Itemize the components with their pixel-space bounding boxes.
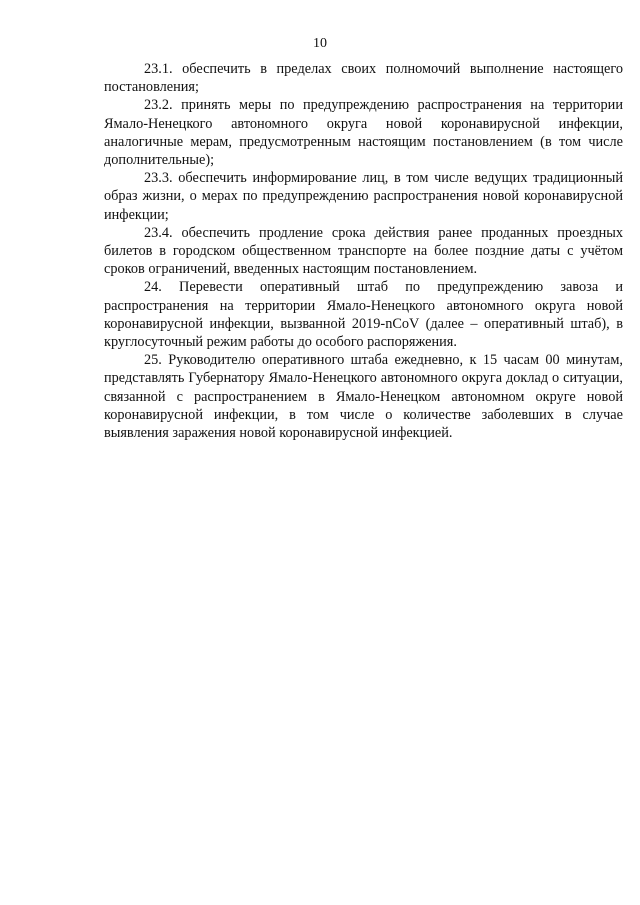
document-body <box>104 60 623 442</box>
paragraph-23-2: 23.2. принять меры по предупреждению распространения на территории Ямало-Ненецкого автономного округа новой коронавирусной инфекции, аналогичные мерам, предусмотренным настоящим постановлением (в том числе дополнительные); <box>104 97 623 169</box>
paragraph-25: 25. Руководителю оперативного штаба ежедневно, к 15 часам 00 минутам, представлять Губернатору Ямало-Ненецкого автономного округа доклад о ситуации, связанной с распространением в Ямало-Ненецком автономном округе новой коронавирусной инфекции, в том числе о количестве заболевших в случае выявления заражения новой коронавирусной инфекцией. <box>104 352 623 442</box>
page-number: 10 <box>313 36 327 51</box>
paragraph-23-4: 23.4. обеспечить продление срока действия ранее проданных проездных билетов в городском общественном транспорте на более поздние даты с учётом сроков ограничений, введенных настоящим постановлением. <box>104 224 623 278</box>
paragraph-23-1: 23.1. обеспечить в пределах своих полномочий выполнение настоящего постановления; <box>104 61 623 96</box>
paragraph-23-3: 23.3. обеспечить информирование лиц, в том числе ведущих традиционный образ жизни, о мерах по предупреждению распространения новой коронавирусной инфекции; <box>104 170 623 223</box>
paragraph-24: 24. Перевести оперативный штаб по предупреждению завоза и распространения на территории Ямало-Ненецкого автономного округа новой коронавирусной инфекции, вызванной 2019-nCoV (далее – оперативный штаб), в круглосуточный режим работы до особого распоряжения. <box>104 279 623 351</box>
